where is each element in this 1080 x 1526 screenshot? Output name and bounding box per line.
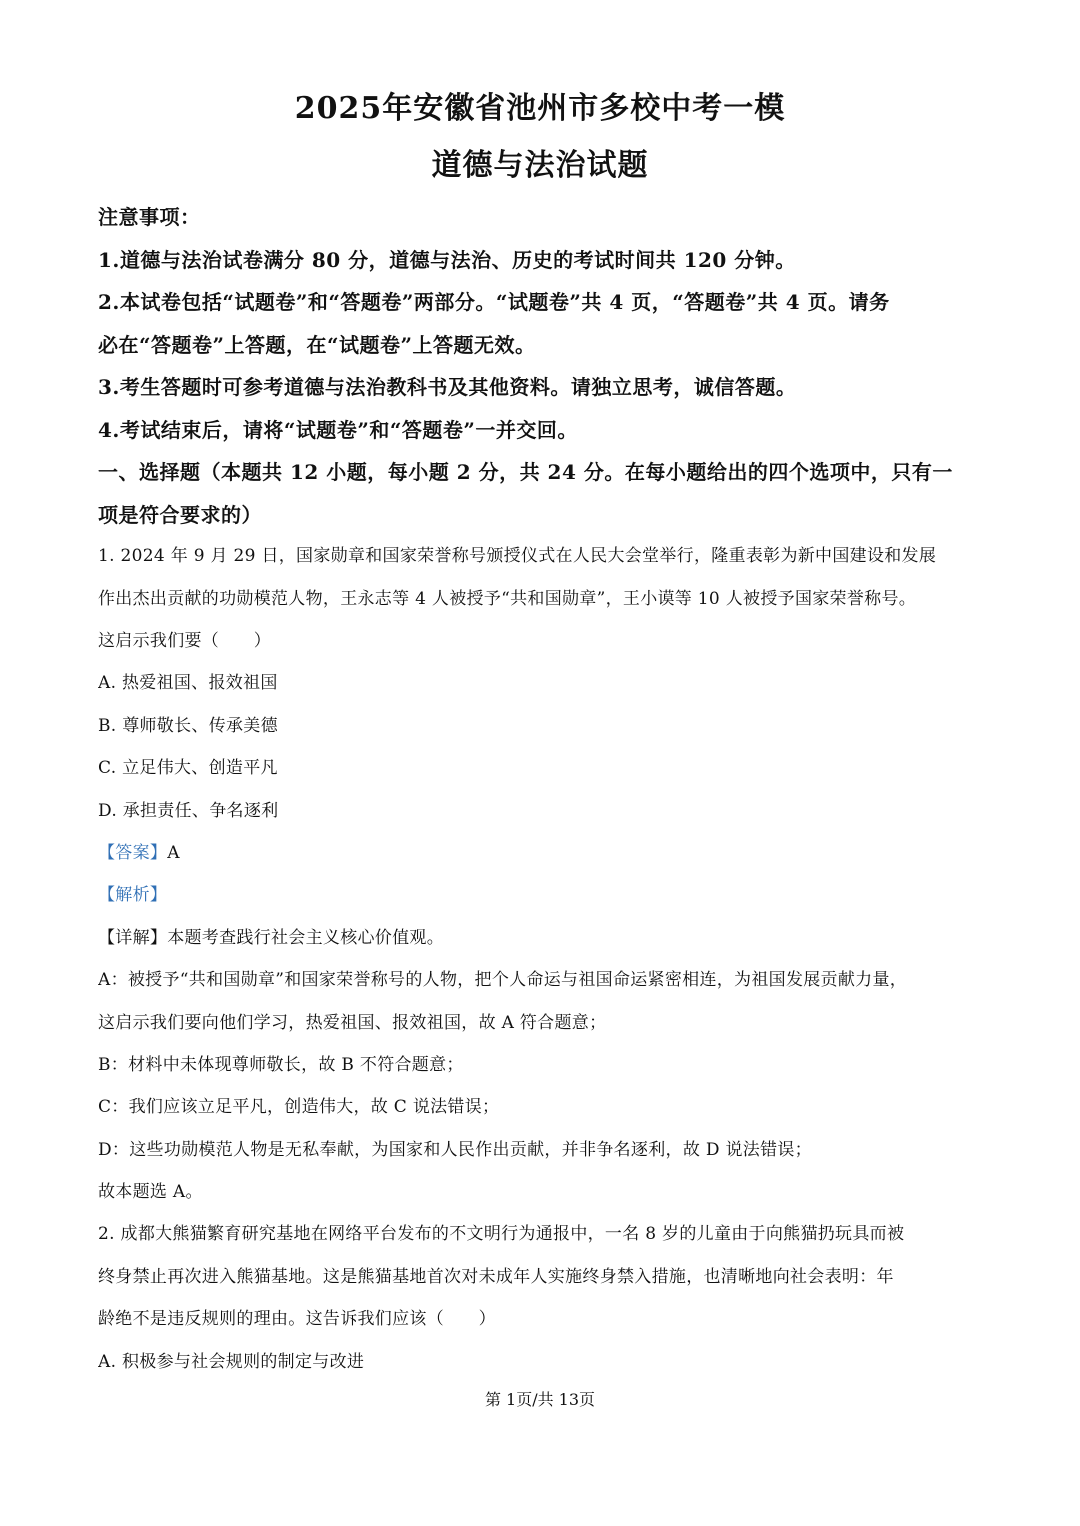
question-2-stem: 终身禁止再次进入熊猫基地。这是熊猫基地首次对未成年人实施终身禁入措施，也清晰地向社会表明：年: [98, 1267, 894, 1287]
question-1-stem: 这启示我们要（ ）: [98, 631, 271, 651]
question-1-detail: 这启示我们要向他们学习，热爱祖国、报效祖国，故 A 符合题意；: [98, 1013, 607, 1033]
notice-item: 2.本试卷包括“试题卷”和“答题卷”两部分。“试题卷”共 4 页，“答题卷”共 4 页。请务: [98, 290, 890, 314]
question-1-detail: A：被授予“共和国勋章”和国家荣誉称号的人物，把个人命运与祖国命运紧密相连，为祖国发展贡献力量，: [98, 970, 908, 990]
answer-tag: 【答案】: [98, 843, 168, 863]
notice-item: 3.考生答题时可参考道德与法治教科书及其他资料。请独立思考，诚信答题。: [98, 375, 797, 399]
notice-item: 必在“答题卷”上答题，在“试题卷”上答题无效。: [98, 333, 536, 357]
question-1-option-b: B. 尊师敬长、传承美德: [98, 716, 278, 736]
answer-line: [98, 838, 988, 868]
question-1-detail: D：这些功勋模范人物是无私奉献，为国家和人民作出贡献，并非争名逐利，故 D 说法错误；: [98, 1140, 812, 1160]
exam-title: 2025年安徽省池州市多校中考一模: [294, 91, 786, 126]
question-1-stem: 作出杰出贡献的功勋模范人物，王永志等 4 人被授予“共和国勋章”，王小谟等 10 人被授予国家荣誉称号。: [98, 589, 917, 609]
question-1-detail: B：材料中未体现尊师敬长，故 B 不符合题意；: [98, 1055, 464, 1075]
question-1-option-c: C. 立足伟大、创造平凡: [98, 758, 278, 778]
notice-heading: 注意事项：: [98, 205, 201, 229]
question-2-stem: 龄绝不是违反规则的理由。这告诉我们应该（ ）: [98, 1309, 496, 1329]
answer-value: A: [167, 843, 180, 863]
notice-item: 1.道德与法治试卷满分 80 分，道德与法治、历史的考试时间共 120 分钟。: [98, 248, 796, 272]
question-2-stem: 2. 成都大熊猫繁育研究基地在网络平台发布的不文明行为通报中，一名 8 岁的儿童由于向熊猫扔玩具而被: [98, 1224, 905, 1244]
question-1-detail: 【详解】本题考查践行社会主义核心价值观。: [98, 928, 444, 948]
question-1-option-a: A. 热爱祖国、报效祖国: [98, 673, 278, 693]
analysis-tag: 【解析】: [98, 885, 168, 905]
exam-subtitle: 道德与法治试题: [431, 148, 649, 183]
section-heading: 一、选择题（本题共 12 小题，每小题 2 分，共 24 分。在每小题给出的四个选项中，只有一: [98, 460, 953, 484]
page-footer: 第 1页/共 13页: [484, 1390, 596, 1409]
question-1-stem: 1. 2024 年 9 月 29 日，国家勋章和国家荣誉称号颁授仪式在人民大会堂举行，隆重表彰为新中国建设和发展: [98, 546, 937, 566]
notice-item: 4.考试结束后，请将“试题卷”和“答题卷”一并交回。: [98, 418, 578, 442]
analysis-line: [98, 880, 988, 910]
question-1-detail: C：我们应该立足平凡，创造伟大，故 C 说法错误；: [98, 1097, 500, 1117]
question-2-option-a: A. 积极参与社会规则的制定与改进: [98, 1352, 365, 1372]
question-1-option-d: D. 承担责任、争名逐利: [98, 801, 279, 821]
question-1-detail: 故本题选 A。: [98, 1182, 203, 1202]
section-heading: 项是符合要求的）: [98, 503, 262, 527]
